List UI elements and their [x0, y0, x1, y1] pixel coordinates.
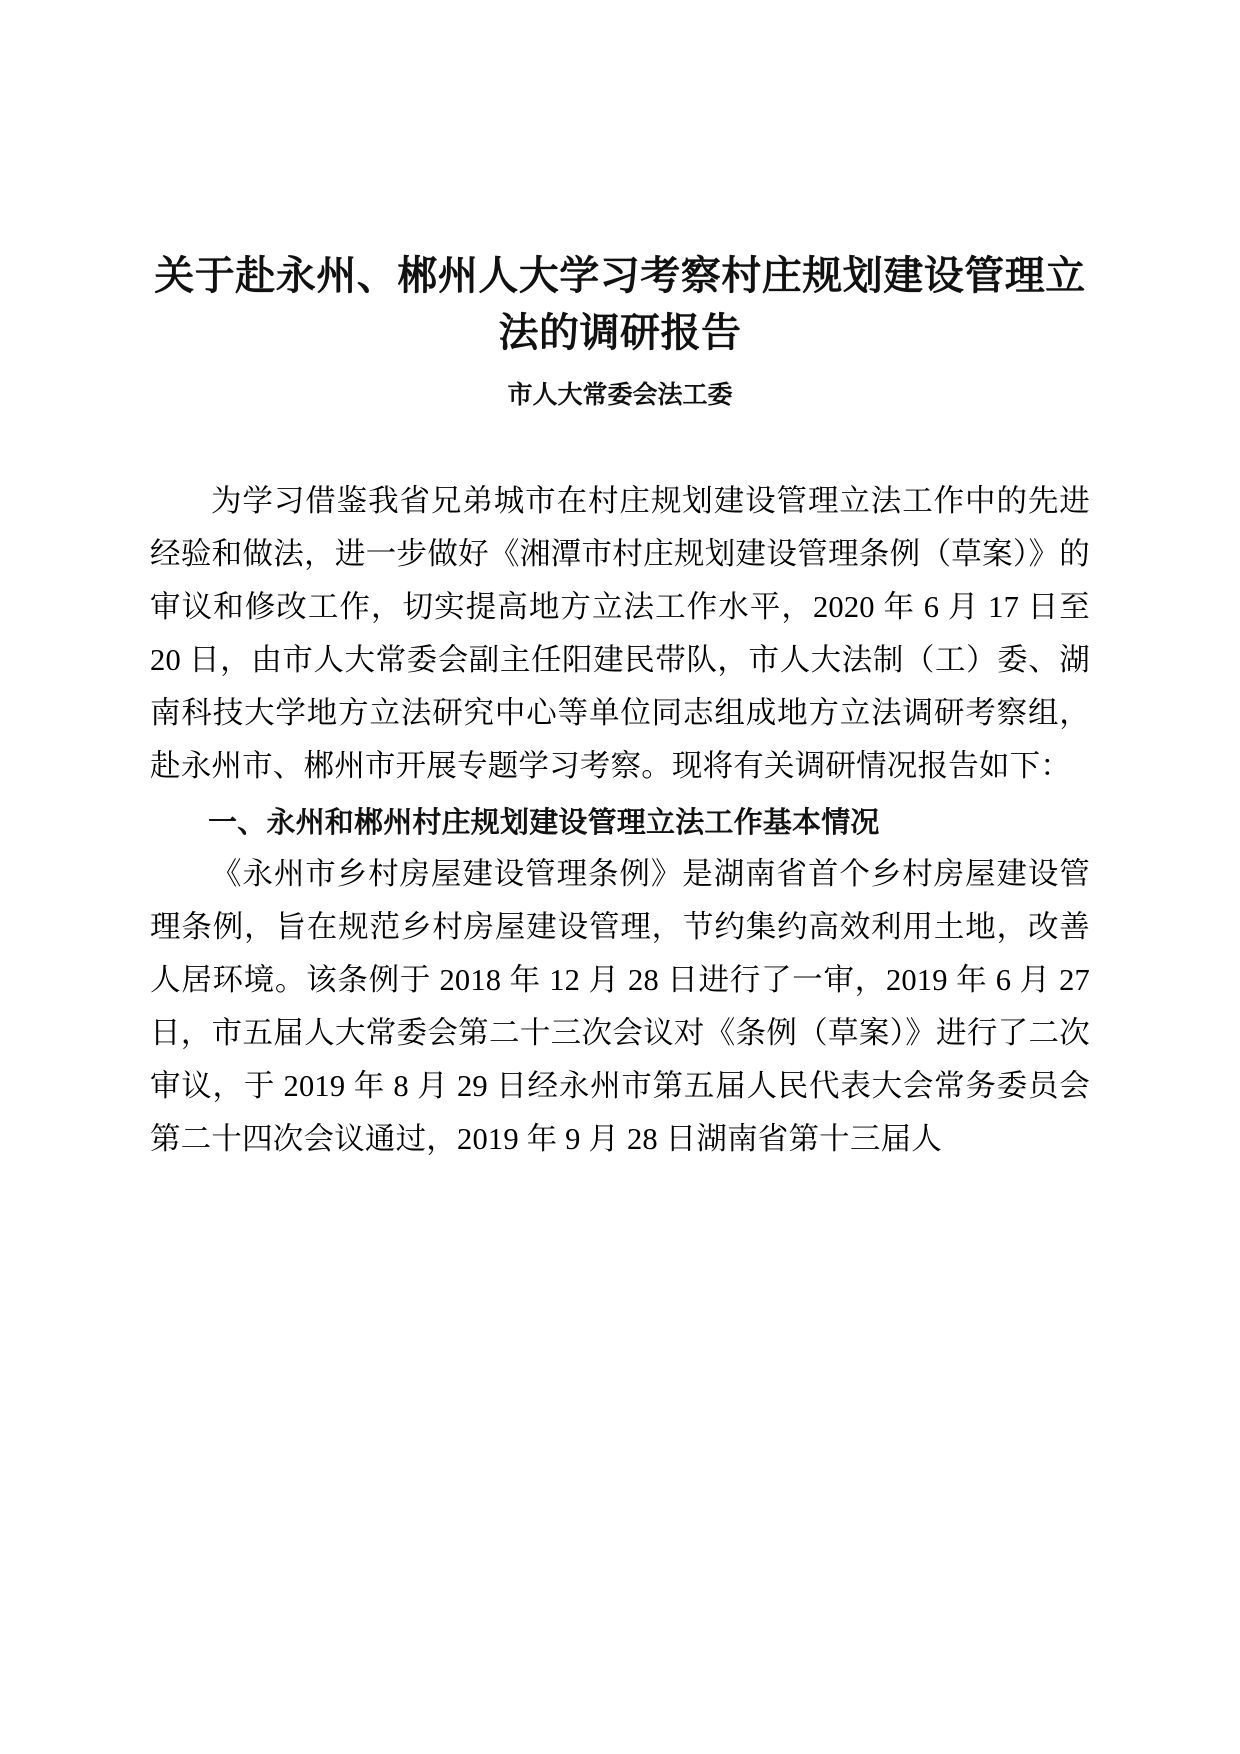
document-author: 市人大常委会法工委	[507, 379, 733, 409]
paragraph-section-one-body: 《永州市乡村房屋建设管理条例》是湖南省首个乡村房屋建设管理条例，旨在规范乡村房屋建设管理，节约集约高效利用土地，改善人居环境。该条例于 2018 年 12 月 28 日进行了一审，2019 年 6 月 27 日，市五届人大常委会第二十三次会议对《条例（草案）》进行了二次审议，于 2019 年 8 月 29 日经永州市第五届人民代表大会常务委员会第二十四次会议通过，2019 年 9 月 28 日湖南省第十三届人	[150, 856, 1090, 1157]
paragraph-intro: 为学习借鉴我省兄弟城市在村庄规划建设管理立法工作中的先进经验和做法，进一步做好《湘潭市村庄规划建设管理条例（草案）》的审议和修改工作，切实提高地方立法工作水平，2020 年 6 月 17 日至 20 日，由市人大常委会副主任阳建民带队，市人大法制（工）委、湖南科技大学地方立法研究中心等单位同志组成地方立法调研考察组，赴永州市、郴州市开展专题学习考察。现将有关调研情况报告如下：	[150, 484, 1090, 784]
page-title: 关于赴永州、郴州人大学习考察村庄规划建设管理立法的调研报告	[154, 253, 1086, 356]
document-body	[150, 475, 1090, 1166]
section-heading-one: 一、永州和郴州村庄规划建设管理立法工作基本情况	[208, 805, 880, 840]
